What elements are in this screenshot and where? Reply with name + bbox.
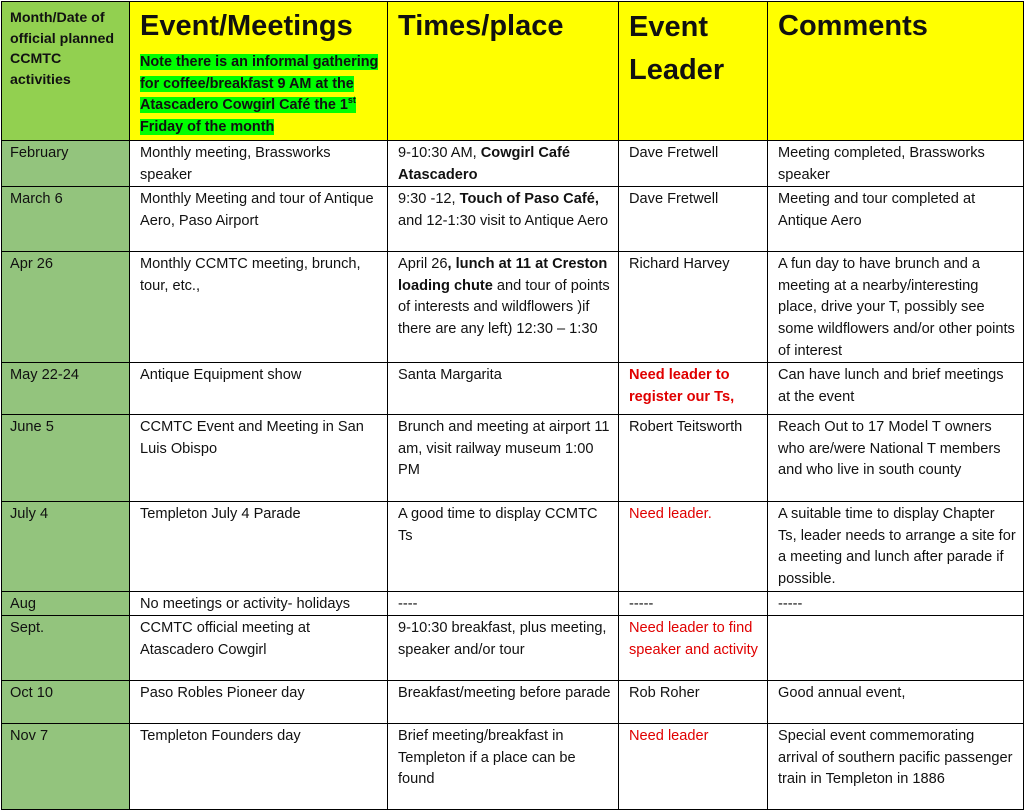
table-row	[2, 141, 1024, 187]
table-row	[2, 187, 1024, 252]
month-label: Oct 10	[10, 685, 53, 702]
breakfast-note	[140, 52, 381, 138]
comments-cell	[768, 141, 1024, 187]
month-cell	[2, 363, 130, 415]
times-text: Touch of Paso Café,	[459, 191, 599, 208]
comments-text: Can have lunch and brief meetings at the event	[778, 367, 1004, 405]
comments-text: A fun day to have brunch and a meeting at a nearby/interesting place, drive your T, possibly see some wildflowers and/or other points of interest	[778, 256, 1015, 359]
event-cell	[130, 724, 388, 810]
month-label: Nov 7	[10, 728, 49, 745]
table-row	[2, 591, 1024, 616]
note-text: Note there is an informal gathering for coffee/breakfast 9 AM at the Atascadero Cowgirl Café the 1	[140, 54, 379, 114]
leader-cell	[619, 681, 768, 724]
times-text: Brief meeting/breakfast in Templeton if a place can be found	[398, 728, 576, 788]
times-text: Santa Margarita	[398, 367, 502, 384]
event-text: Templeton Founders day	[140, 728, 301, 745]
event-text: Monthly Meeting and tour of Antique Aero, Paso Airport	[140, 191, 374, 229]
header-times-cell	[388, 2, 619, 141]
comments-cell	[768, 591, 1024, 616]
month-label: Aug	[10, 595, 36, 612]
comments-cell	[768, 681, 1024, 724]
times-text: A good time to display CCMTC Ts	[398, 506, 598, 544]
times-text: ----	[398, 595, 418, 612]
comments-text: Reach Out to 17 Model T owners who are/were National T members and who live in south county	[778, 419, 1001, 479]
event-cell	[130, 252, 388, 363]
table-row	[2, 415, 1024, 502]
leader-name: Rob Roher	[629, 685, 700, 702]
month-cell	[2, 415, 130, 502]
month-cell	[2, 502, 130, 591]
month-cell	[2, 187, 130, 252]
times-cell	[388, 187, 619, 252]
table-row	[2, 252, 1024, 363]
times-text: , lunch at 11 at Creston loading chute	[398, 256, 608, 294]
month-label: July 4	[10, 506, 49, 523]
times-cell	[388, 502, 619, 591]
month-cell	[2, 252, 130, 363]
month-label: Sept.	[10, 620, 45, 637]
comments-cell	[768, 415, 1024, 502]
table-row	[2, 724, 1024, 810]
month-label: May 22-24	[10, 367, 79, 384]
comments-text: Meeting completed, Brassworks speaker	[778, 145, 985, 183]
times-cell	[388, 363, 619, 415]
leader-name: Dave Fretwell	[629, 145, 719, 161]
times-text: Cowgirl Café Atascadero	[398, 145, 570, 183]
times-cell	[388, 252, 619, 363]
times-cell	[388, 724, 619, 810]
header-month-cell	[2, 2, 130, 141]
comments-cell	[768, 502, 1024, 591]
month-label: June 5	[10, 419, 54, 436]
header-comments-cell	[768, 2, 1024, 141]
table-row	[2, 363, 1024, 415]
leader-cell	[619, 252, 768, 363]
event-text: Antique Equipment show	[140, 367, 302, 384]
leader-name: -----	[629, 595, 654, 612]
event-text: Monthly meeting, Brassworks speaker	[140, 145, 331, 183]
note-text-end: Friday of the month	[140, 118, 275, 135]
comments-cell	[768, 616, 1024, 681]
month-label: Apr 26	[10, 256, 53, 273]
month-cell	[2, 141, 130, 187]
times-text: 9-10:30 AM,	[398, 145, 481, 161]
header-event-cell	[130, 2, 388, 141]
times-text: 9:30 -12,	[398, 191, 460, 208]
leader-cell	[619, 187, 768, 252]
event-text: Monthly CCMTC meeting, brunch, tour, etc.,	[140, 256, 361, 294]
leader-cell	[619, 616, 768, 681]
month-cell	[2, 724, 130, 810]
comments-cell	[768, 363, 1024, 415]
header-month-label: Month/Date of official planned CCMTC activities	[10, 10, 115, 88]
leader-cell	[619, 724, 768, 810]
leader-needed-text: Need leader to register our Ts,	[629, 367, 735, 405]
comments-cell	[768, 187, 1024, 252]
leader-name: Richard Harvey	[629, 256, 730, 273]
event-text: No meetings or activity- holidays	[140, 595, 351, 612]
event-cell	[130, 187, 388, 252]
header-times-label: Times/place	[398, 10, 564, 42]
comments-text: -----	[778, 595, 803, 612]
comments-text: Good annual event,	[778, 685, 906, 702]
event-cell	[130, 681, 388, 724]
month-label: February	[10, 145, 69, 161]
times-text: April 26	[398, 256, 448, 273]
leader-name: Robert Teitsworth	[629, 419, 743, 436]
times-cell	[388, 591, 619, 616]
table-row	[2, 502, 1024, 591]
event-cell	[130, 591, 388, 616]
leader-name: Dave Fretwell	[629, 191, 719, 208]
leader-cell	[619, 363, 768, 415]
times-text: Brunch and meeting at airport 11 am, visit railway museum 1:00 PM	[398, 419, 610, 479]
comments-text: A suitable time to display Chapter Ts, leader needs to arrange a site for a meeting and lunch after parade if possible.	[778, 506, 1016, 587]
comments-text: Meeting and tour completed at Antique Aero	[778, 191, 976, 229]
comments-text: Special event commemorating arrival of southern pacific passenger train in Templeton in 1886	[778, 728, 1013, 788]
times-cell	[388, 141, 619, 187]
event-cell	[130, 363, 388, 415]
activities-table	[1, 1, 1024, 810]
comments-cell	[768, 724, 1024, 810]
header-leader-label: Event Leader	[629, 11, 725, 86]
times-text: and 12-1:30 visit to Antique Aero	[398, 212, 609, 229]
header-leader-cell	[619, 2, 768, 141]
event-text: Templeton July 4 Parade	[140, 506, 301, 523]
month-cell	[2, 681, 130, 724]
leader-needed-text: Need leader to find speaker and activity	[629, 620, 758, 658]
times-cell	[388, 681, 619, 724]
table-row	[2, 616, 1024, 681]
times-text: 9-10:30 breakfast, plus meeting, speaker and/or tour	[398, 620, 607, 658]
header-row	[2, 2, 1024, 141]
times-cell	[388, 415, 619, 502]
month-cell	[2, 591, 130, 616]
table-body	[2, 2, 1024, 810]
event-cell	[130, 616, 388, 681]
times-text: and tour of points of interests and wildflowers )if there are any left) 12:30 – 1:30	[398, 277, 610, 337]
times-text: Breakfast/meeting before parade	[398, 685, 611, 702]
leader-cell	[619, 502, 768, 591]
leader-needed-text: Need leader.	[629, 506, 712, 523]
leader-cell	[619, 415, 768, 502]
leader-needed-text: Need leader	[629, 728, 709, 745]
leader-cell	[619, 141, 768, 187]
month-cell	[2, 616, 130, 681]
comments-cell	[768, 252, 1024, 363]
header-event-label: Event/Meetings	[140, 10, 353, 42]
event-text: Paso Robles Pioneer day	[140, 685, 305, 702]
header-comments-label: Comments	[778, 10, 928, 42]
event-text: CCMTC official meeting at Atascadero Cowgirl	[140, 620, 311, 658]
month-label: March 6	[10, 191, 63, 208]
event-text: CCMTC Event and Meeting in San Luis Obispo	[140, 419, 364, 457]
table-row	[2, 681, 1024, 724]
event-cell	[130, 141, 388, 187]
event-cell	[130, 502, 388, 591]
leader-cell	[619, 591, 768, 616]
note-superscript: st	[347, 95, 356, 106]
event-cell	[130, 415, 388, 502]
times-cell	[388, 616, 619, 681]
